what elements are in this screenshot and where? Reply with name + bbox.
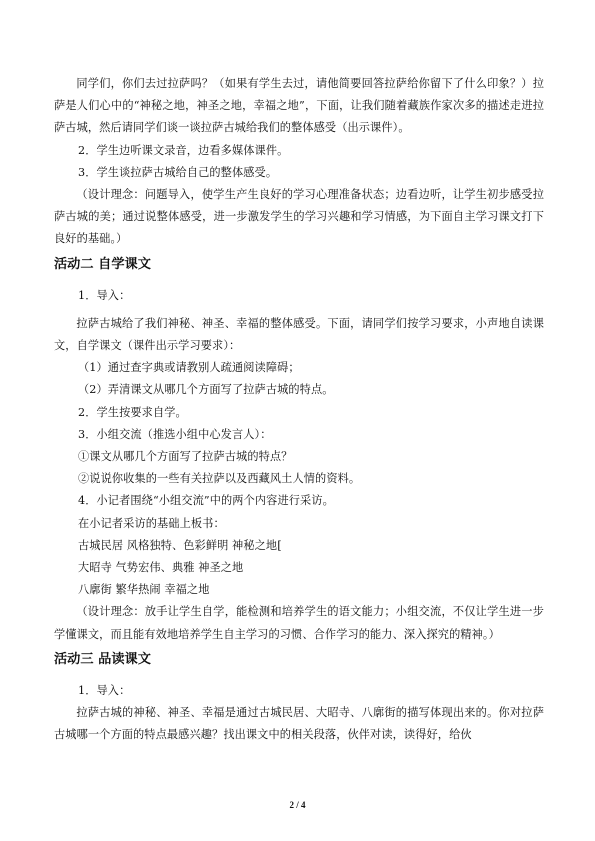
s2-question-1: ①课文从哪几个方面写了拉萨古城的特点？ (78, 450, 293, 464)
intro-paragraph: 同学们，你们去过拉萨吗？（如果有学生去过，请他简要回答拉萨给你留下了什么印象？）拉萨是人们心中的“神秘之地，神圣之地，幸福之地”，下面，让我们随着藏族作家次多的描述走进拉萨古城，然后请同学们谈一谈拉萨古城给我们的整体感受（出示课件）。 (54, 77, 544, 135)
design-note-2: （设计理念：放手让学生自学，能检测和培养学生的语文能力；小组交流，不仅让学生进一步学懂课文，而且能有效地培养学生自主学习的习惯、合作学习的能力、深入探究的精神。） (54, 605, 544, 641)
s2-item-1: 1．导入： (78, 288, 131, 302)
section-heading-close-reading: 活动三 品读课文 (54, 651, 151, 667)
s2-requirement-2: （2）弄清课文从哪几个方面写了拉萨古城的特点。 (78, 383, 334, 397)
section-heading-self-study: 活动二 自学课文 (54, 256, 151, 272)
s2-step-3: 3．小组交流（推选小组中心发言人）： (78, 427, 272, 441)
s2-step-4: 4．小记者围绕“小组交流”中的两个内容进行采访。 (78, 494, 334, 508)
s3-intro-paragraph: 拉萨古城的神秘、神圣、幸福是通过古城民居、大昭寺、八廓街的描写体现出来的。你对拉萨古城哪一个方面的特点最感兴趣？找出课文中的相关段落，伙伴对读，读得好，给伙 (54, 706, 544, 742)
s2-requirement-1: （1）通过查字典或请教别人疏通阅读障碍； (78, 361, 300, 375)
step-3: 3．学生谈拉萨古城给自己的整体感受。 (78, 165, 278, 179)
s2-intro-paragraph: 拉萨古城给了我们神秘、神圣、幸福的整体感受。下面，请同学们按学习要求，小声地自读课文，自学课文（课件出示学习要求）： (54, 316, 544, 353)
page-content (54, 73, 544, 746)
page-number: 2 / 4 (289, 800, 306, 810)
step-2: 2．学生边听课文录音，边看多媒体课件。 (78, 143, 289, 157)
design-note-1: （设计理念：问题导入，使学生产生良好的学习心理准备状态；边看边听，让学生初步感受拉萨古城的美；通过说整体感受，进一步激发学生的学习兴趣和学习情感，为下面自主学习课文打下良好的基础。） (54, 188, 544, 246)
s2-question-2: ②说说你收集的一些有关拉萨以及西藏风土人情的资料。 (78, 472, 361, 486)
board-line-3: 八廓街 繁华热闹 幸福之地 (78, 583, 210, 597)
board-line-1: 古城民居 风格独特、色彩鲜明 神秘之地[ (78, 538, 282, 552)
s3-item-1: 1．导入： (78, 683, 131, 697)
s2-step-2: 2．学生按要求自学。 (78, 405, 187, 419)
board-line-2: 大昭寺 气势宏伟、典雅 神圣之地 (78, 561, 244, 575)
s2-board-intro: 在小记者采访的基础上板书： (78, 516, 225, 530)
